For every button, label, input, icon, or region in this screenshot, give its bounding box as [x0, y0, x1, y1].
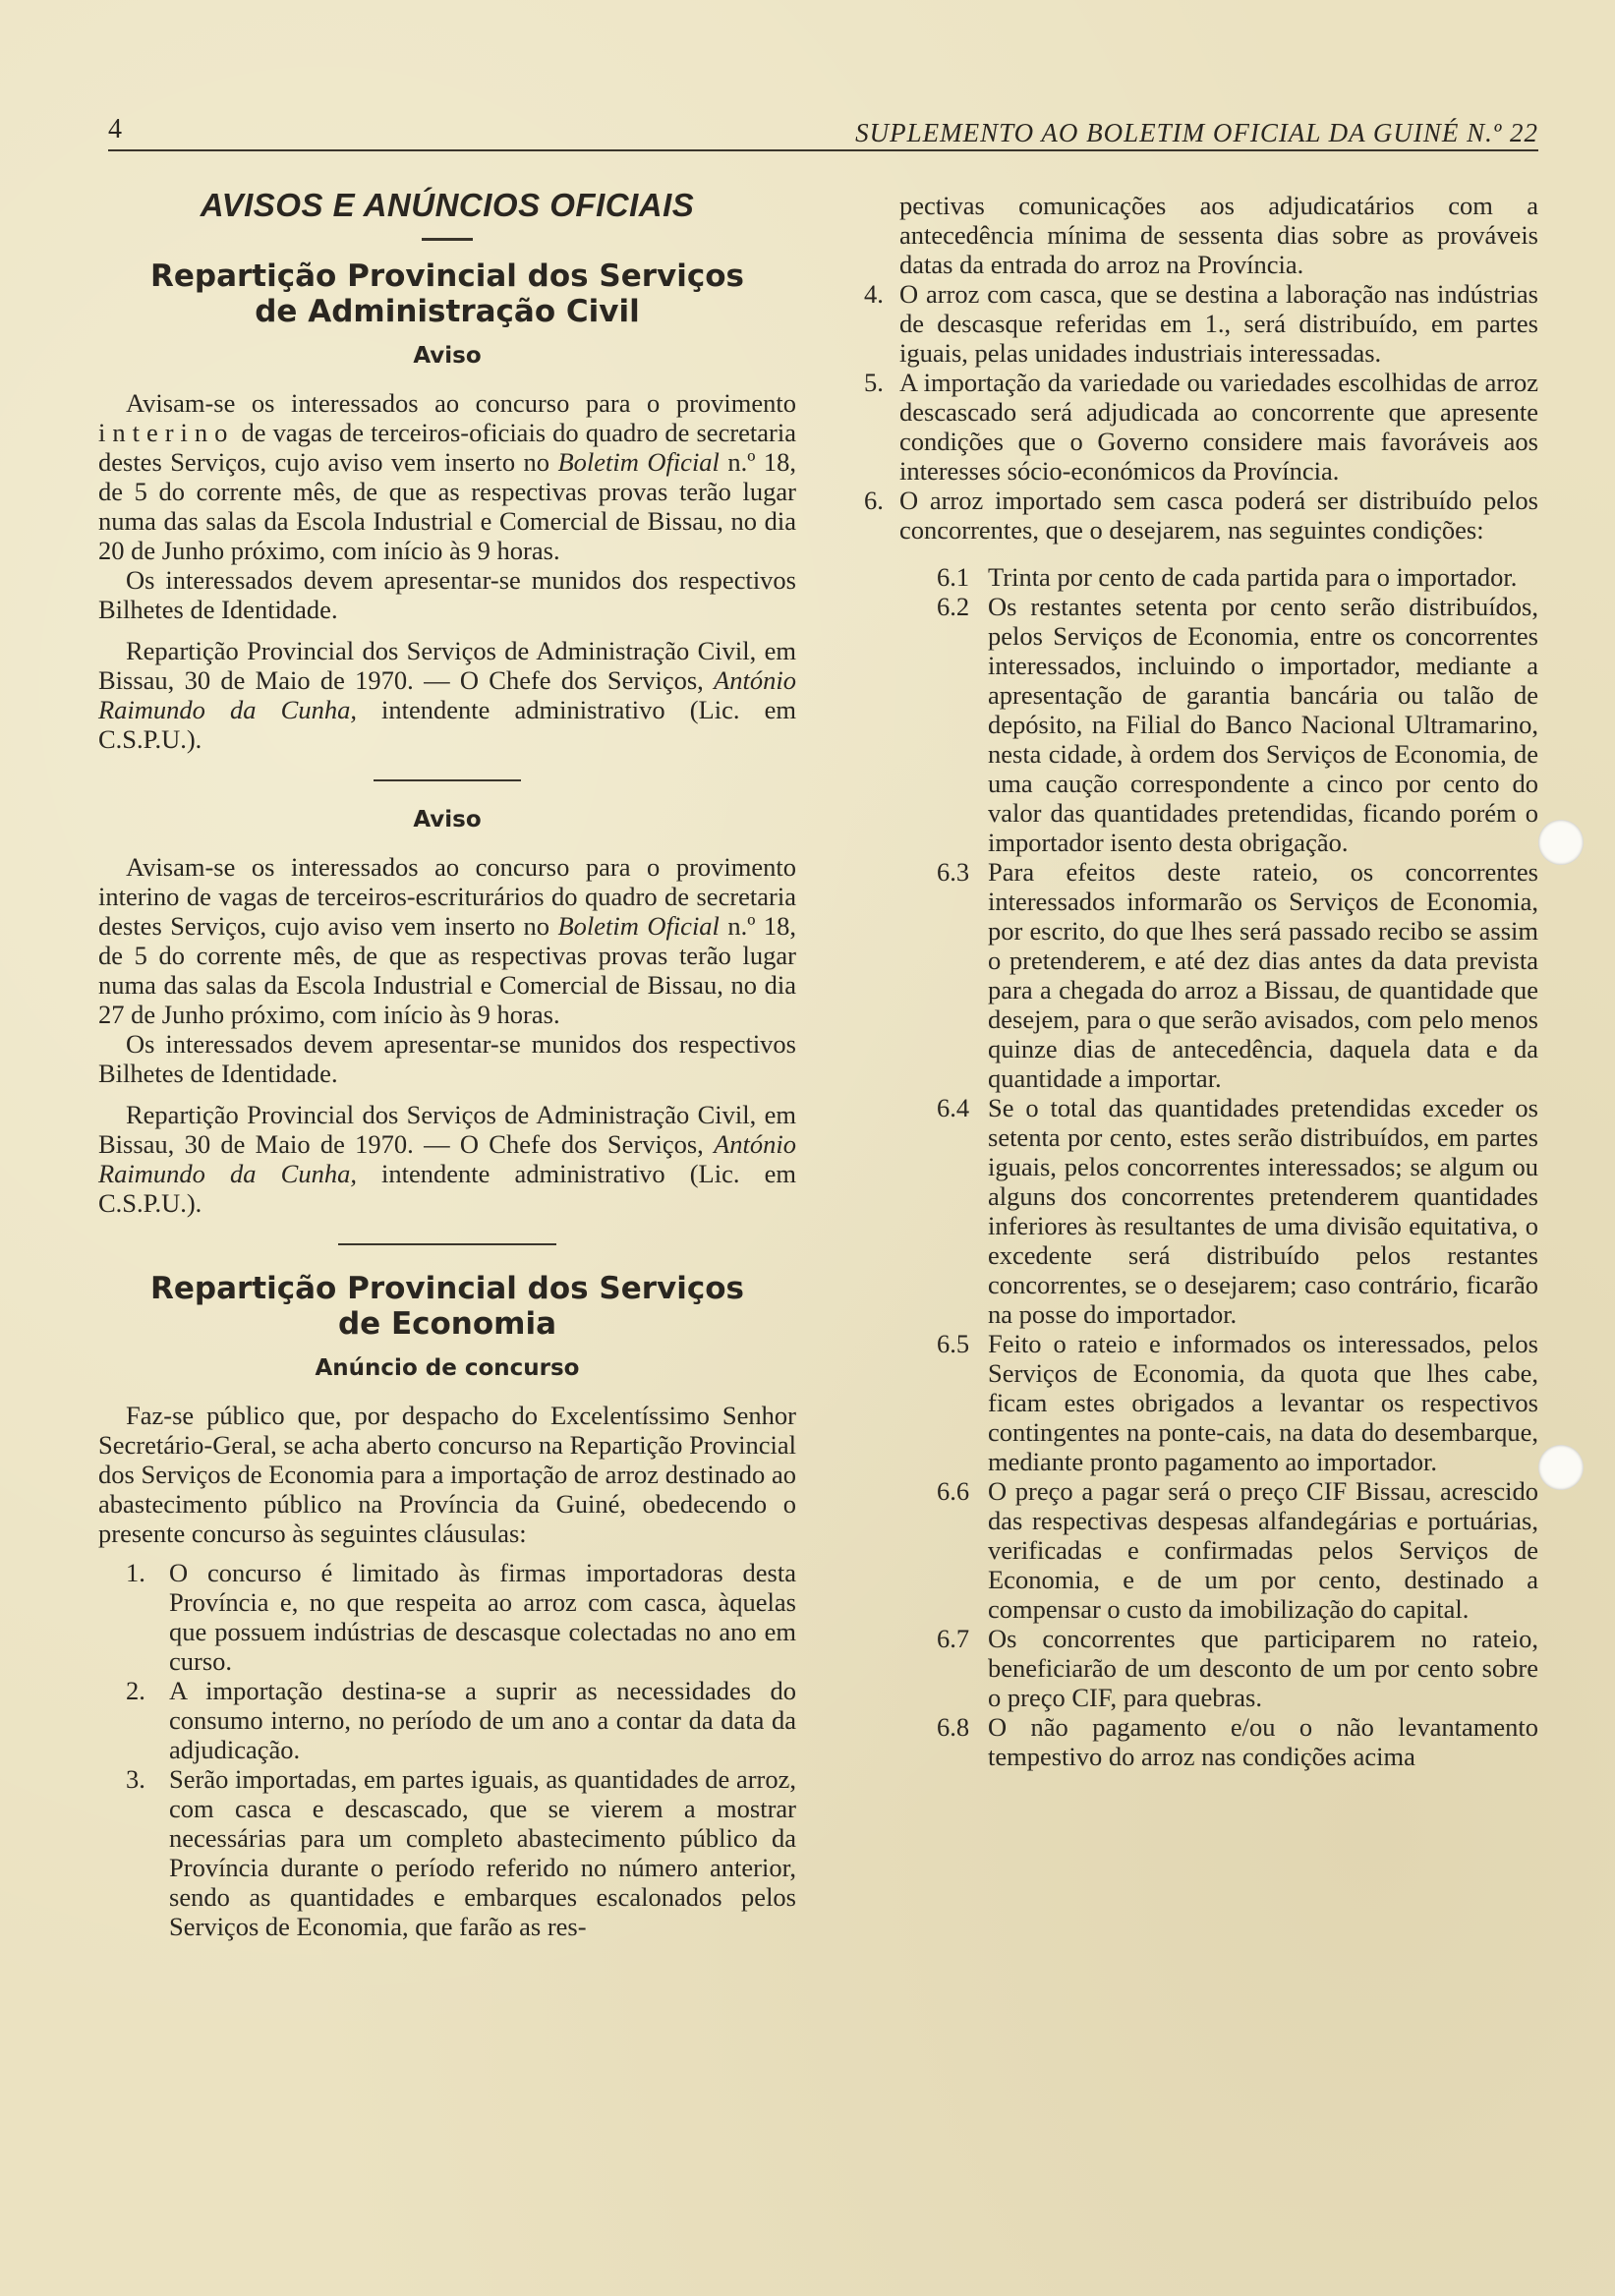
separator-rule	[338, 1243, 556, 1245]
clause-continuation: pectivas comunicações aos adjudicatários com a antecedência mínima de sessenta dias sobre as prováveis datas da entrada do arroz na Província.	[899, 191, 1538, 279]
subclause: 6.4 Se o total das quantidades pretendidas exceder os setenta por cento, estes serão distribuídos, em partes iguais, pelos concorrentes interessados; se algum ou alguns dos concorrentes pretenderem quantidades inferiores às resultantes de uma divisão equitativa, o excedente será distribuído pelos restantes concorrentes, se o desejarem; caso contrário, ficarão na posse do importador.	[937, 1093, 1538, 1329]
page-header	[108, 114, 1538, 151]
running-title: SUPLEMENTO AO BOLETIM OFICIAL DA GUINÉ N.º 22	[855, 118, 1538, 147]
clause: 3. Serão importadas, em partes iguais, as quantidades de arroz, com casca e descascado, que se vierem a mostrar necessárias para um completo abastecimento público da Província durante o período referido no número anterior, sendo as quantidades e embarques escalonados pelos Serviços de Economia, que farão as res-	[126, 1764, 796, 1941]
clause: 6. O arroz importado sem casca poderá ser distribuído pelos concorrentes, que o desejarem, nas seguintes condições:	[864, 486, 1538, 545]
announcement-intro: Faz-se público que, por despacho do Excelentíssimo Senhor Secretário-Geral, se acha aberto concurso na Repartição Provincial dos Serviços de Economia para a importação de arroz destinado ao abastecimento público na Província da Guiné, obedecendo o presente concurso às seguintes cláusulas:	[98, 1401, 796, 1548]
subclause: 6.8 O não pagamento e/ou o não levantamento tempestivo do arroz nas condições acima	[937, 1712, 1538, 1771]
announcement-title: Anúncio de concurso	[315, 1355, 580, 1381]
clause: 5. A importação da variedade ou variedades escolhidas de arroz descascado será adjudicada ao concorrente que apresente condições que o Governo considere mais favoráveis aos interesses sócio-económicos da Província.	[864, 368, 1538, 486]
notice-signature: Repartição Provincial dos Serviços de Administração Civil, em Bissau, 30 de Maio de 1970. — O Chefe dos Serviços, António Raimundo da Cunha, intendente administrativo (Lic. em C.S.P.U.).	[98, 1100, 796, 1218]
page-number: 4	[108, 114, 122, 144]
punch-hole	[1538, 1445, 1584, 1490]
right-column	[864, 191, 1538, 1771]
subclause: 6.7 Os concorrentes que participarem no rateio, beneficiarão de um desconto de um por cento sobre o preço CIF, para quebras.	[937, 1624, 1538, 1712]
dept-line: Repartição Provincial dos Serviços	[149, 1271, 744, 1306]
dept-line: de Economia	[337, 1306, 557, 1342]
notice-title: Aviso	[413, 343, 482, 369]
notice-paragraph: Os interessados devem apresentar-se munidos dos respectivos Bilhetes de Identidade.	[98, 565, 796, 624]
dept-line: de Administração Civil	[255, 294, 640, 329]
left-column	[98, 187, 796, 1941]
subclause: 6.1 Trinta por cento de cada partida para o importador.	[937, 562, 1518, 592]
section-title: AVISOS E ANÚNCIOS OFICIAIS	[200, 187, 695, 223]
title-rule	[422, 238, 473, 241]
subclause: 6.6 O preço a pagar será o preço CIF Bissau, acrescido das respectivas despesas alfandegárias e portuárias, verificadas e confirmadas pelos Serviços de Economia, e de um por cento, destinado a compensar o custo da imobilização do capital.	[937, 1476, 1538, 1624]
clause: 2. A importação destina-se a suprir as necessidades do consumo interno, no período de um ano a contar da data da adjudicação.	[126, 1676, 796, 1764]
separator-rule	[374, 779, 521, 781]
notice-paragraph: Avisam-se os interessados ao concurso para o provimento interino de vagas de terceiros-escriturários do quadro de secretaria destes Serviços, cujo aviso vem inserto no Boletim Oficial n.º 18, de 5 do corrente mês, de que as respectivas provas terão lugar numa das salas da Escola Industrial e Comercial de Bissau, no dia 27 de Junho próximo, com início às 9 horas.	[98, 852, 796, 1029]
notice-paragraph: Avisam-se os interessados ao concurso para o provimento interino de vagas de terceiros-oficiais do quadro de secretaria destes Serviços, cujo aviso vem inserto no Boletim Oficial n.º 18, de 5 do corrente mês, de que as respectivas provas terão lugar numa das salas da Escola Industrial e Comercial de Bissau, no dia 20 de Junho próximo, com início às 9 horas.	[98, 388, 796, 565]
dept-line: Repartição Provincial dos Serviços	[149, 258, 744, 294]
subclause: 6.5 Feito o rateio e informados os interessados, pelos Serviços de Economia, da quota que lhes cabe, ficam estes obrigados a levantar os respectivos contingentes na ponte-cais, na data do desembarque, mediante pronto pagamento ao importador.	[937, 1329, 1538, 1476]
notice-paragraph: Os interessados devem apresentar-se munidos dos respectivos Bilhetes de Identidade.	[98, 1029, 796, 1088]
subclause: 6.3 Para efeitos deste rateio, os concorrentes interessados informarão os Serviços de Economia, por escrito, do que lhes será passado recibo se assim o pretenderem, e até dez dias antes da data prevista para a chegada do arroz a Bissau, de quantidade que desejem, para o que serão avisados, com pelo menos quinze dias de antecedência, daquela data e da quantidade a importar.	[937, 857, 1538, 1093]
department-heading-economy	[98, 1271, 796, 1342]
punch-hole	[1538, 820, 1584, 865]
clause: 4. O arroz com casca, que se destina a laboração nas indústrias de descasque referidas em 1., será distribuído, em partes iguais, pelas unidades industriais interessadas.	[864, 279, 1538, 368]
subclause: 6.2 Os restantes setenta por cento serão distribuídos, pelos Serviços de Economia, entre os concorrentes interessados, incluindo o importador, mediante a apresentação de garantia bancária ou talão de depósito, na Filial do Banco Nacional Ultramarino, nesta cidade, à ordem dos Serviços de Economia, de uma caução correspondente a cinco por cento do valor das quantidades pretendidas, ficando porém o importador isento desta obrigação.	[937, 592, 1538, 857]
clause: 1. O concurso é limitado às firmas importadoras desta Província e, no que respeita ao arroz com casca, àquelas que possuem indústrias de descasque colectadas no ano em curso.	[126, 1558, 796, 1676]
department-heading-civil	[98, 258, 796, 329]
notice-signature: Repartição Provincial dos Serviços de Administração Civil, em Bissau, 30 de Maio de 1970. — O Chefe dos Serviços, António Raimundo da Cunha, intendente administrativo (Lic. em C.S.P.U.).	[98, 636, 796, 754]
notice-title: Aviso	[413, 807, 482, 832]
